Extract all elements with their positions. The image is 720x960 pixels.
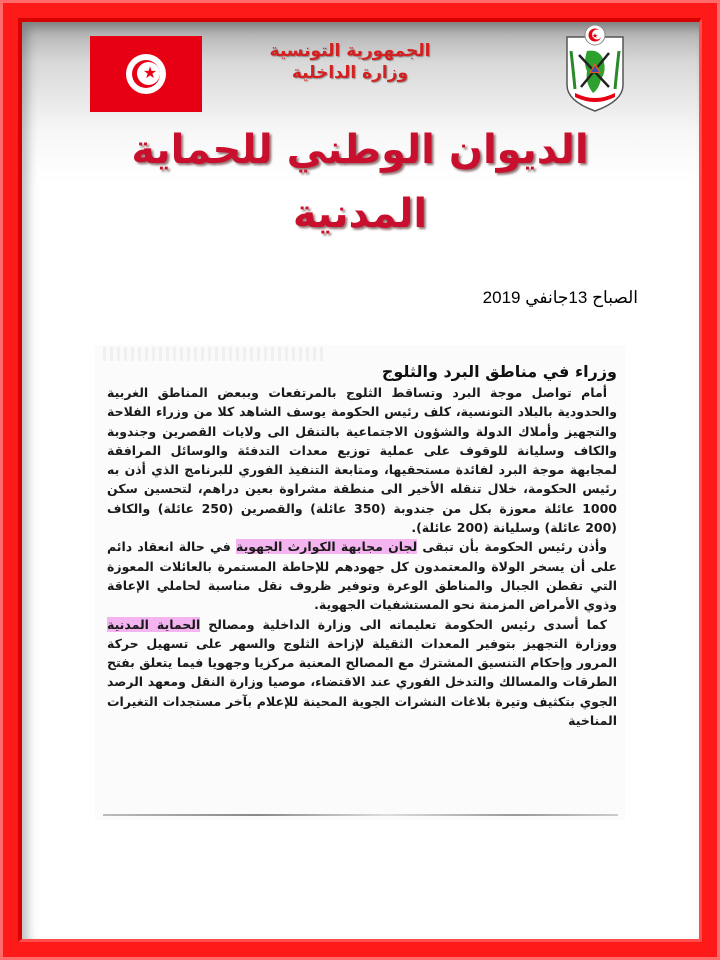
- paragraph-text: وأذن رئيس الحكومة بأن تبقى: [417, 539, 607, 555]
- highlighted-text: الحماية المدنية: [107, 616, 201, 632]
- tunisia-flag-icon: ★: [90, 36, 202, 112]
- article-paragraph-1: أمام تواصل موجة البرد وتساقط الثلوج بالمرتفعات وببعض المناطق الغربية والحدودية بالبلاد التونسية، كلف رئيس الحكومة يوسف الشاهد كلا من وزراء الفلاحة والتجهيز وأملاك الدولة والشؤون الاجتماعية بالتنقل الى ولايات القصرين وجندوبة والكاف وسليانة للوقوف على عملية توزيع معدات التدفئة والوسائل المرافقة لمجابهة موجة البرد لفائدة مستحقيها، ومتابعة التنفيذ الفوري للبرنامج الذي أذن به رئيس الحكومة، خلال تنقله الأخير الى منطقة مشراوة بعين دراهم، لتحسين سكن 1000 عائلة معوزة بكل من جندوبة (350 عائلة) والقصرين (250 عائلة) والكاف (200 عائلة) وسليانة (200 عائلة).: [107, 385, 618, 536]
- republic-label: الجمهورية التونسية: [269, 41, 431, 61]
- clipping-bottom-rule: [103, 814, 618, 816]
- article-paragraph-2: [107, 537, 617, 614]
- ministry-label: وزارة الداخلية: [291, 63, 409, 83]
- svg-text:★: ★: [591, 32, 599, 40]
- article-title: وزراء في مناطق البرد والثلوج: [381, 362, 617, 381]
- article-body: [107, 361, 617, 730]
- office-title: الديوان الوطني للحماية المدنية: [131, 127, 589, 237]
- article-paragraph-3: [107, 615, 617, 731]
- highlighted-text: لجان مجابهة الكوارث الجهوية: [236, 539, 418, 555]
- paragraph-text: في حالة انعقاد دائم على أن يسخر الولاة والمعتمدون كل جهودهم للإحاطة المستمرة بالعائلات المعوزة التي تقطن الجبال والمناطق الوعرة وتوفير ظروف نقل مناسبة لحاملي الإعاقة وذوي الأمراض المزمنة نحو المستشفيات الجهوية.: [107, 539, 617, 613]
- newspaper-clipping: [95, 345, 625, 820]
- header-lines: [250, 40, 450, 84]
- paragraph-text: ووزارة التجهيز بتوفير المعدات الثقيلة لإزاحة الثلوج والسهر على تسهيل حركة المرور وإحكام التنسيق المشترك مع المصالح المعنية مركزيا وجهويا فيما يتعلق بفتح الطرقات والمسالك والتدخل الفوري عند الاقتضاء، موصيا وزارة النقل ومعهد الرصد الجوي بتكثيف وتيرة بلاغات النشرات الجوية المحينة للإعلام بآخر مستجدات التغيرات المناخية: [107, 635, 617, 729]
- civil-protection-emblem-icon: [563, 23, 627, 113]
- scan-noise: [103, 347, 323, 361]
- paragraph-text: كما أسدى رئيس الحكومة تعليماته الى وزارة الداخلية ومصالح: [200, 616, 607, 632]
- date-source-line: الصباح 13جانفي 2019: [482, 288, 638, 307]
